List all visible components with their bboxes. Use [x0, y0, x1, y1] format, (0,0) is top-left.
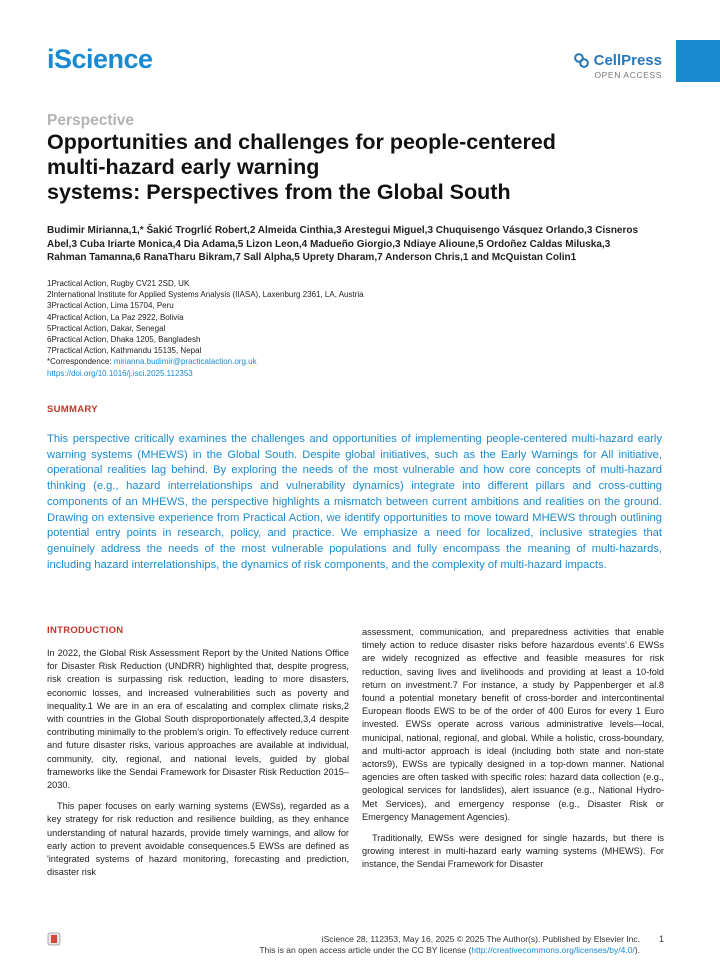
open-access-label: OPEN ACCESS	[594, 70, 662, 80]
author-list: Budimir Mirianna,1,* Šakić Trogrlić Robert,2 Almeida Cinthia,3 Arestegui Miguel,3 Chuquisengo Vásquez Orlando,3 Cisneros Abel,3 Cuba Iriarte Monica,4 Dia Adama,5 Lizon Leon,4 Madueño Giorgio,3 Ndiaye Alioune,5 Ordoñez Caldas Miluska,3 Rahman Tamanna,6 RanaTharu Bikram,7 Sall Alpha,5 Uprety Dharam,7 Anderson Chris,1 and McQuistan Colin1	[47, 225, 639, 263]
cellpress-icon	[573, 52, 590, 69]
body-paragraph: assessment, communication, and preparedness activities that enable timely action to reduce disaster risks before hazardous events'.6 EWSs are widely recognized as effective and feasible measures for risk reduction, saving lives and livelihoods and providing at least a 10-fold return on investment.7 For instance, a study by Pappenberger et al.8 found a potential monetary benefit of cross-border and intercontinental European floods EWS to be of the order of 400 Euros for every 1 Euro invested. EWSs operate across various administrative levels—local, municipal, national, regional, and global. While a holistic, cross-boundary, and multi-actor approach is ideal (including both state and non-state actors9), EWSs are typically designed in a top-down manner. National agencies are often tasked with specific roles: hazard data collection (e.g., geological services for landslides), alert issuance (e.g., National Hydro-Met Services), and emergency response (e.g., Disaster Risk or Emergency Management Agencies).	[362, 627, 664, 822]
license-link[interactable]: http://creativecommons.org/licenses/by/4.0/	[471, 945, 635, 955]
license-line	[0, 945, 640, 956]
body-column-right	[362, 626, 664, 880]
body-paragraph: In 2022, the Global Risk Assessment Report by the United Nations Office for Disaster Risk Reduction (UNDRR) highlighted that, despite progress, risk creation is surpassing risk reduction, leading to more disasters, economic losses, and increased vulnerabilities such as poverty and inequality.1 We are in an era of escalating and complex climate risks,2 with countries in the Global South disproportionately affected,3,4 despite contributing minimally to the problem's origin. To effectively reduce current and future disaster risks, various approaches are available at individual, community, city, regional, and national levels, guided by global frameworks like the Sendai Framework for Disaster Risk Reduction 2015–2030.	[47, 648, 349, 791]
article-type: Perspective	[47, 112, 135, 129]
correspondence-label: *Correspondence:	[47, 357, 114, 367]
cellpress-logo[interactable]	[573, 52, 662, 80]
summary-text: This perspective critically examines the challenges and opportunities of implementing people-centered multi-hazard early warning systems (MHEWS) in the Global South. Despite global initiatives, such as the Early Warnings for All initiative, operational realities lag behind. By exploring the needs of the most vulnerable and how core concepts of multi-hazard thinking (e.g., hazard interrelationships and vulnerability dynamics) integrate into different pillars and cross-cutting components of an MHEWS, the perspective highlights a mismatch between current ambitions and realities on the ground. Drawing on extensive experience from Practical Action, we identify opportunities to move toward MHEWS through outlining potential entry points in research, policy, and practice. We emphasize a need for localized, inclusive strategies that genuinely address the needs of the most vulnerable populations and fully encompass the meaning of multi-hazards, including hazard interrelationships, the dynamics of risk components, and the complexity of multi-hazard impacts.	[47, 433, 662, 571]
title-line: systems: Perspectives from the Global South	[47, 180, 511, 204]
summary-heading: SUMMARY	[47, 404, 98, 415]
license-suffix: ).	[634, 945, 640, 955]
publisher-name: CellPress	[593, 52, 662, 69]
body-paragraph: Traditionally, EWSs were designed for single hazards, but there is growing interest in multi-hazard early warning systems (MHEWS). For instance, the Sendai Framework for Disaster	[362, 833, 664, 870]
page-number: 1	[658, 934, 664, 944]
correspondence	[47, 356, 364, 367]
affiliation: 4Practical Action, La Paz 2922, Bolivia	[47, 312, 184, 322]
affiliation: 5Practical Action, Dakar, Senegal	[47, 323, 166, 333]
affiliation: 2International Institute for Applied Systems Analysis (IIASA), Laxenburg 2361, LA, Austria	[47, 290, 364, 300]
body-column-left	[47, 647, 349, 887]
title-line: multi-hazard early warning	[47, 155, 320, 179]
footer	[0, 934, 640, 956]
article-title	[47, 130, 647, 205]
journal-logo: iScience	[47, 44, 153, 74]
license-prefix: This is an open access article under the CC BY license (	[259, 945, 472, 955]
affiliation: 3Practical Action, Lima 15704, Peru	[47, 301, 174, 311]
affiliation: 6Practical Action, Dhaka 1205, Bangladesh	[47, 335, 201, 345]
header-accent-tab	[676, 40, 720, 82]
title-line: Opportunities and challenges for people-centered	[47, 130, 556, 154]
citation-line: iScience 28, 112353, May 16, 2025 © 2025 The Author(s). Published by Elsevier Inc.	[321, 934, 640, 944]
doi-link[interactable]: https://doi.org/10.1016/j.isci.2025.112353	[47, 368, 193, 378]
correspondence-email-link[interactable]: mirianna.budimir@practicalaction.org.uk	[113, 357, 257, 367]
affiliation: 7Practical Action, Kathmandu 15135, Nepal	[47, 346, 202, 356]
body-paragraph: This paper focuses on early warning systems (EWSs), regarded as a key strategy for risk reduction and resilience building, as they enhance understanding of natural hazards, provide timely warnings, and allow for early action to prevent avoidable consequences.5 EWSs are defined as 'integrated systems of hazard monitoring, forecasting and prediction, disaster risk	[47, 801, 349, 878]
affiliation: 1Practical Action, Rugby CV21 2SD, UK	[47, 279, 190, 288]
introduction-heading: INTRODUCTION	[47, 625, 124, 636]
affiliations	[47, 278, 364, 379]
